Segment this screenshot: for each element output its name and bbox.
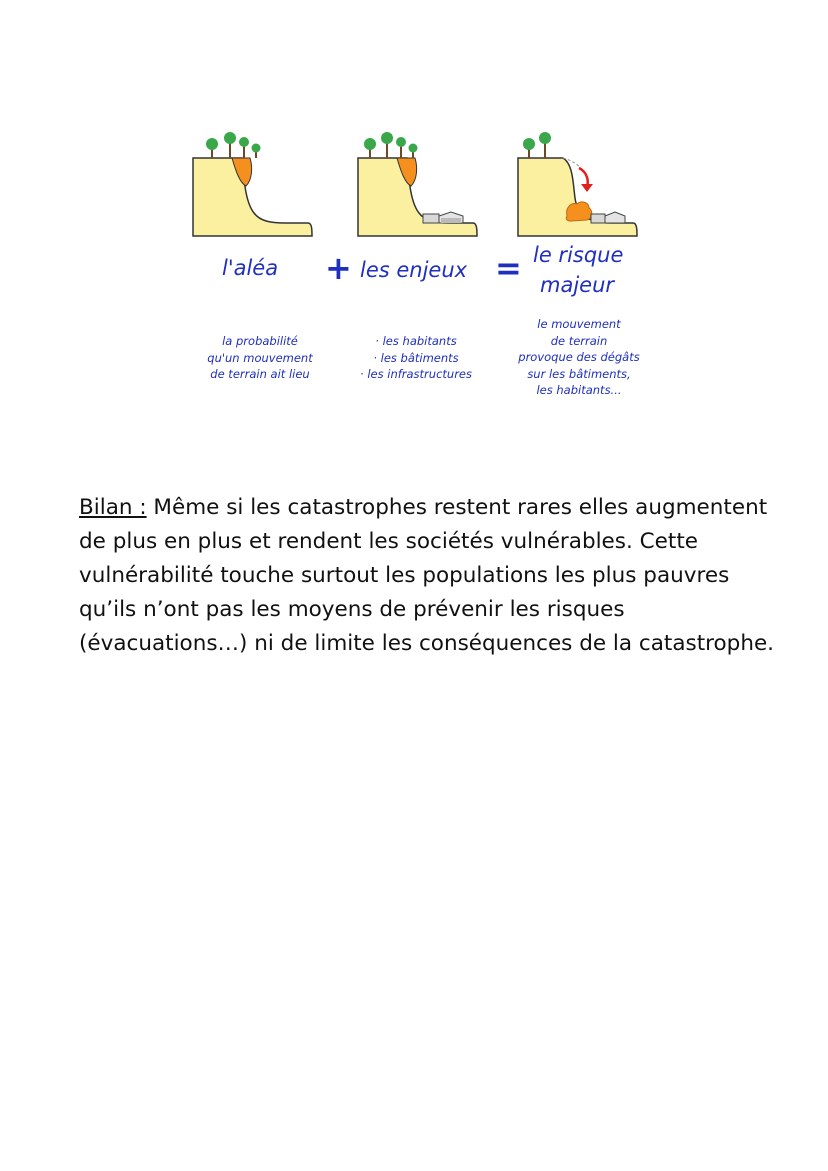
hazard-term: l'aléa bbox=[222, 256, 279, 280]
stakes-caption bbox=[352, 333, 480, 383]
caption-line: de terrain ait lieu bbox=[210, 367, 310, 381]
major-risk-caption bbox=[514, 316, 644, 399]
equals-sign: = bbox=[495, 249, 522, 287]
caption-line: · les habitants bbox=[375, 334, 457, 348]
stakes-illustration bbox=[355, 128, 479, 240]
major-risk-illustration bbox=[515, 128, 639, 240]
caption-line: · les bâtiments bbox=[373, 350, 459, 365]
major-risk-term-line1: le risque bbox=[533, 243, 624, 267]
plus-sign: + bbox=[325, 249, 352, 287]
major-risk-term-line2: majeur bbox=[540, 273, 615, 297]
caption-line: · les infrastructures bbox=[360, 367, 472, 381]
caption-line: provoque des dégâts bbox=[518, 350, 640, 364]
caption-line: sur les bâtiments, bbox=[527, 366, 631, 381]
caption-line: les habitants... bbox=[536, 383, 622, 397]
bilan-label: Bilan : bbox=[79, 495, 147, 520]
bilan-text: Même si les catastrophes restent rares elles augmentent de plus en plus et rendent les sociétés vulnérables. Cette vulnérabilité touche surtout les populations les plus pauvres qu’ils n’ont pas les moyens de prévenir les risques (évacuations…) ni de limite les conséquences de la catastrophe. bbox=[79, 495, 775, 656]
hazard-caption bbox=[198, 333, 322, 383]
caption-line: de terrain bbox=[550, 333, 608, 348]
caption-line: le mouvement bbox=[537, 317, 621, 331]
caption-line: qu'un mouvement bbox=[207, 350, 313, 365]
bilan-paragraph bbox=[79, 491, 779, 661]
caption-line: la probabilité bbox=[222, 334, 298, 348]
stakes-term: les enjeux bbox=[360, 258, 468, 282]
hazard-illustration bbox=[190, 128, 314, 240]
